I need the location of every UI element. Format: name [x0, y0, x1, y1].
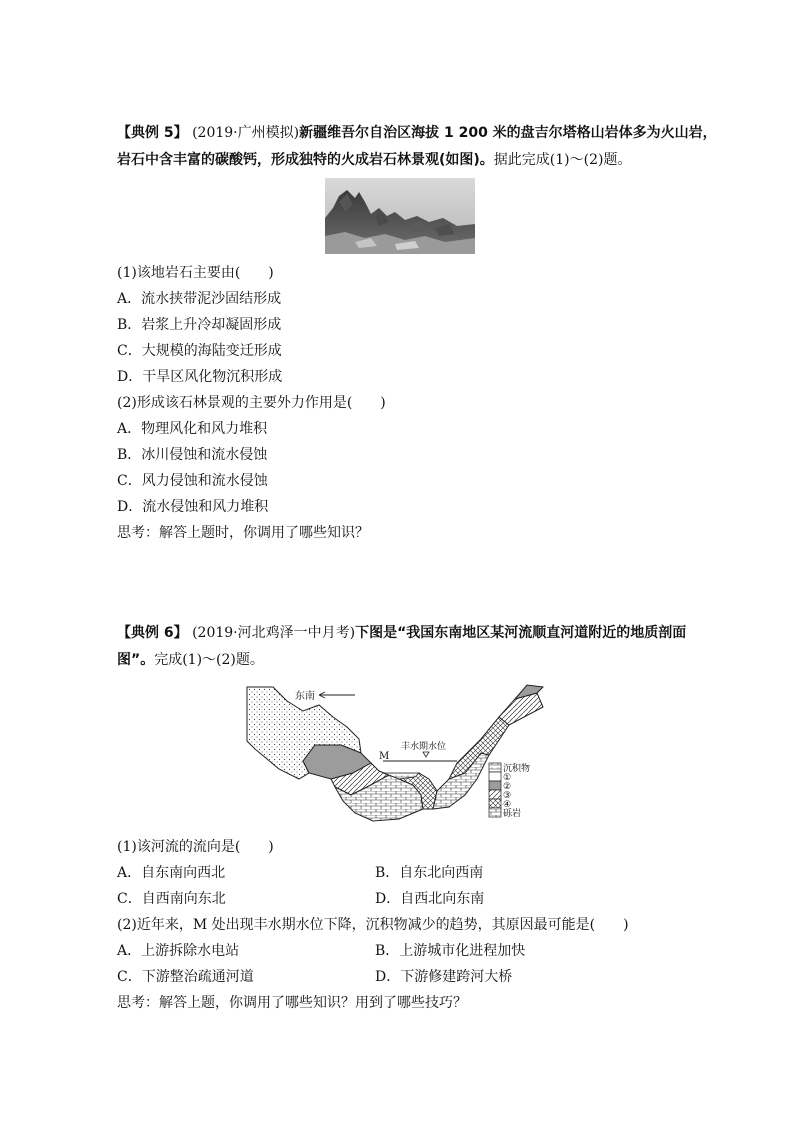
ex5-stem-text2: 岩石中含丰富的碳酸钙，形成独特的火成岩石林景观(如图)。	[117, 152, 494, 168]
ex5-think: 思考：解答上题时，你调用了哪些知识？	[117, 525, 369, 541]
legend-layer-4: ④	[503, 800, 512, 810]
ex5-stem-text1: 新疆维吾尔自治区海拔 1 200 米的盘吉尔塔格山岩体多为火山岩，	[299, 125, 717, 141]
ex5-q2-option-b: B．冰川侵蚀和流水侵蚀	[117, 447, 268, 463]
ex6-q2: (2)近年来，M 处出现丰水期水位下降，沉积物减少的趋势，其原因最可能是( )	[117, 917, 629, 933]
ex6-q1-options-row2	[117, 890, 485, 908]
ex5-q1: (1)该地岩石主要由( )	[117, 265, 274, 281]
ex6-q1-option-a: A．自东南向西北	[117, 865, 226, 881]
geologic-section-diagram	[243, 683, 553, 825]
ex5-q1-option-c: C．大规模的海陆变迁形成	[117, 343, 282, 359]
ex6-q2-option-a: A．上游拆除水电站	[117, 943, 240, 959]
ex5-q2-option-d: D．流水侵蚀和风力堆积	[117, 499, 269, 515]
stone-forest-photo	[325, 178, 475, 254]
ex5-source: (2019·广州模拟)	[192, 125, 300, 141]
ex5-tag: 【典例 5】	[117, 125, 188, 141]
legend-layer-2: ②	[503, 782, 512, 792]
ex5-q1-option-b: B．岩浆上升冷却凝固形成	[117, 317, 282, 333]
legend-layer-1: ①	[503, 773, 512, 783]
ex6-q2-option-b: B．上游城市化进程加快	[375, 943, 526, 959]
legend-sediment: 沉积物	[503, 764, 531, 774]
ex5-stem-line1	[117, 124, 717, 142]
ex6-stem-text1: 下图是“我国东南地区某河流顺直河道附近的地质剖面	[355, 625, 687, 641]
ex5-q2-option-a: A．物理风化和风力堆积	[117, 421, 268, 437]
legend-conglomerate: 砾岩	[503, 809, 522, 819]
ex6-stem-line2	[117, 651, 264, 669]
ex6-think: 思考：解答上题，你调用了哪些知识？用到了哪些技巧？	[117, 995, 467, 1011]
point-m-label: M	[379, 751, 390, 762]
water-level-label: 丰水期水位	[401, 742, 447, 752]
ex6-source: (2019·河北鸡泽一中月考)	[192, 625, 356, 641]
ex5-q1-option-a: A．流水挟带泥沙固结形成	[117, 291, 282, 307]
legend-layer-3: ③	[503, 791, 512, 801]
ex6-stem-text2: 图”。	[117, 652, 155, 668]
direction-label: 东南	[295, 691, 315, 702]
ex5-q1-option-d: D．干旱区风化物沉积形成	[117, 369, 283, 385]
ex6-q2-options-row1	[117, 942, 526, 960]
ex6-stem-text3: 完成(1)～(2)题。	[154, 652, 264, 668]
ex6-q1-options-row1	[117, 864, 484, 882]
ex5-q2-option-c: C．风力侵蚀和流水侵蚀	[117, 473, 268, 489]
ex6-q2-option-d: D．下游修建跨河大桥	[375, 969, 513, 985]
ex6-q1-option-d: D．自西北向东南	[375, 891, 485, 907]
ex6-q2-options-row2	[117, 968, 513, 986]
ex5-stem-text3: 据此完成(1)～(2)题。	[493, 152, 632, 168]
ex6-q1: (1)该河流的流向是( )	[117, 839, 274, 855]
ex5-stem-line2	[117, 151, 631, 169]
ex6-stem-line1	[117, 624, 686, 642]
ex6-q1-option-b: B．自东北向西南	[375, 865, 484, 881]
ex6-q2-option-c: C．下游整治疏通河道	[117, 969, 254, 985]
ex5-q2: (2)形成该石林景观的主要外力作用是( )	[117, 395, 386, 411]
diagram-legend	[489, 762, 530, 819]
ex6-q1-option-c: C．自西南向东北	[117, 891, 226, 907]
ex6-tag: 【典例 6】	[117, 625, 188, 641]
